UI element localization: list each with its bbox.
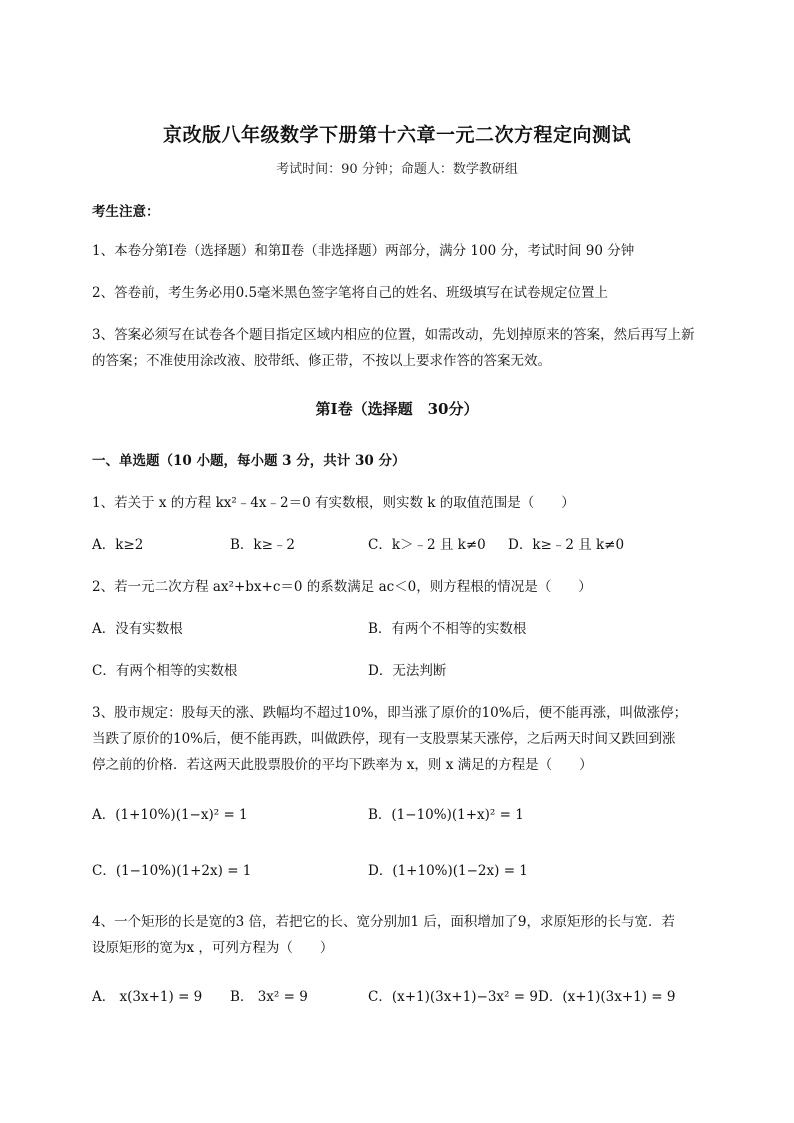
question-1-stem: 1、若关于 x 的方程 kx²﹣4x﹣2＝0 有实数根，则实数 k 的取值范围是（ ） (92, 495, 575, 511)
page-title: 京改版八年级数学下册第十六章一元二次方程定向测试 (162, 124, 631, 146)
q4-option-c[interactable]: C．(x+1)(3x+1)−3x² = 9 (368, 989, 538, 1005)
q1-option-a[interactable]: A．k≥2 (92, 537, 144, 553)
notice-item-3: 3、答案必须写在试卷各个题目指定区域内相应的位置，如需改动，先划掉原来的答案，然后再写上新 (92, 327, 695, 343)
notice-item-3-cont: 的答案；不准使用涂改液、胶带纸、修正带，不按以上要求作答的答案无效。 (92, 353, 551, 369)
q3-option-b[interactable]: B．(1−10%)(1+x)² = 1 (368, 807, 524, 823)
q1-option-c[interactable]: C．k＞﹣2 且 k≠0 (368, 537, 486, 553)
question-2-stem: 2、若一元二次方程 ax²+bx+c＝0 的系数满足 ac＜0，则方程根的情况是（ ） (92, 579, 592, 595)
q2-option-a[interactable]: A．没有实数根 (92, 621, 183, 637)
section-title: 第Ⅰ卷（选择题 30分） (315, 400, 479, 418)
q2-option-d[interactable]: D．无法判断 (368, 663, 447, 679)
q4-option-d[interactable]: D．(x+1)(3x+1) = 9 (538, 989, 676, 1005)
exam-info: 考试时间：90 分钟；命题人：数学教研组 (276, 162, 518, 177)
q1-option-d[interactable]: D．k≥﹣2 且 k≠0 (508, 537, 625, 553)
q1-option-b[interactable]: B．k≥﹣2 (230, 537, 296, 553)
q3-option-a[interactable]: A．(1+10%)(1−x)² = 1 (92, 807, 248, 823)
part-heading: 一、单选题（10 小题，每小题 3 分，共计 30 分） (92, 453, 406, 469)
question-4-stem-line-1: 4、一个矩形的长是宽的3 倍，若把它的长、宽分别加1 后，面积增加了9，求原矩形的长与宽．若 (92, 914, 675, 930)
q3-option-c[interactable]: C．(1−10%)(1+2x) = 1 (92, 863, 252, 879)
question-3-stem-line-2: 当跌了原价的10%后，便不能再跌，叫做跌停，现有一支股票某天涨停，之后两天时间又跌回到涨 (92, 731, 676, 747)
notice-heading: 考生注意： (92, 204, 160, 220)
notice-item-2: 2、答卷前，考生务必用0.5毫米黑色签字笔将自己的姓名、班级填写在试卷规定位置上 (92, 285, 609, 301)
q3-option-d[interactable]: D．(1+10%)(1−2x) = 1 (368, 863, 528, 879)
notice-item-1: 1、本卷分第Ⅰ卷（选择题）和第Ⅱ卷（非选择题）两部分，满分 100 分，考试时间 90 分钟 (92, 243, 635, 259)
q4-option-b[interactable]: B． 3x² = 9 (230, 989, 308, 1005)
q2-option-c[interactable]: C．有两个相等的实数根 (92, 663, 238, 679)
question-4-stem-line-2: 设原矩形的宽为x ，可列方程为（ ） (92, 940, 334, 956)
q4-option-a[interactable]: A． x(3x+1) = 9 (92, 989, 203, 1005)
q2-option-b[interactable]: B．有两个不相等的实数根 (368, 621, 527, 637)
question-3-stem-line-1: 3、股市规定：股每天的涨、跌幅均不超过10%，即当涨了原价的10%后，便不能再涨，叫做涨停； (92, 705, 688, 721)
question-3-stem-line-3: 停之前的价格．若这两天此股票股价的平均下跌率为 x，则 x 满足的方程是（ ） (92, 757, 593, 773)
